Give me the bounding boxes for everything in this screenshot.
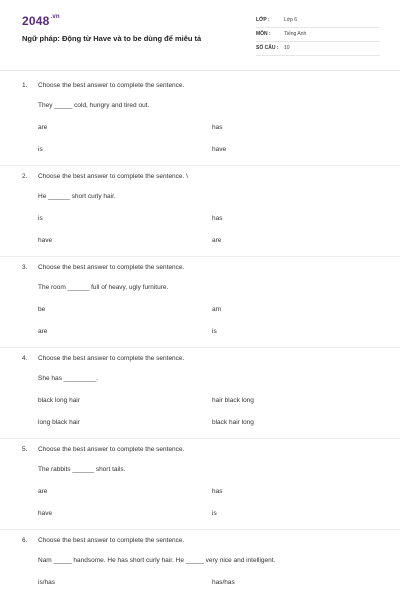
option-d[interactable]: is [212, 510, 217, 517]
option-b[interactable]: am [212, 306, 222, 313]
question-number: 5. [22, 446, 28, 453]
meta-value: Lớp 6 [284, 17, 298, 23]
question-prompt: Choose the best answer to complete the sentence. [38, 264, 185, 271]
question-number: 2. [22, 173, 28, 180]
option-d[interactable]: are [212, 237, 222, 244]
question-prompt: Choose the best answer to complete the sentence. [38, 446, 185, 453]
option-b[interactable]: has [212, 488, 223, 495]
question-sentence: He ______ short curly hair. [38, 193, 116, 200]
question-prompt: Choose the best answer to complete the sentence. [38, 82, 185, 89]
option-c[interactable]: is [38, 146, 43, 153]
question-sentence: They _____ cold, hungry and tired out. [38, 102, 150, 109]
logo-suffix: .vn [50, 14, 60, 20]
question-prompt: Choose the best answer to complete the sentence. \ [38, 173, 188, 180]
worksheet-title: Ngữ pháp: Động từ Have và to be dùng để miêu tả [22, 34, 202, 43]
option-a[interactable]: are [38, 488, 48, 495]
option-a[interactable]: is/has [38, 579, 55, 586]
question-divider [0, 529, 400, 530]
question-divider [0, 256, 400, 257]
question-prompt: Choose the best answer to complete the sentence. [38, 537, 185, 544]
question-number: 6. [22, 537, 28, 544]
option-d[interactable]: black hair long [212, 419, 254, 426]
option-b[interactable]: has/has [212, 579, 235, 586]
logo-text: 2048 [22, 14, 50, 28]
question-number: 3. [22, 264, 28, 271]
header-divider [0, 70, 400, 71]
option-d[interactable]: is [212, 328, 217, 335]
option-c[interactable]: are [38, 328, 48, 335]
meta-label: MÔN : [256, 31, 271, 37]
meta-value: 10 [284, 45, 290, 51]
meta-value: Tiếng Anh [284, 31, 307, 37]
option-a[interactable]: is [38, 215, 43, 222]
option-b[interactable]: has [212, 124, 223, 131]
meta-label: LỚP : [256, 17, 270, 23]
question-sentence: She has _________. [38, 375, 98, 382]
option-b[interactable]: hair black long [212, 397, 254, 404]
meta-row-subject [256, 28, 380, 42]
question-number: 1. [22, 82, 28, 89]
option-d[interactable]: have [212, 146, 227, 153]
meta-row-count [256, 42, 380, 56]
option-b[interactable]: has [212, 215, 223, 222]
question-divider [0, 347, 400, 348]
option-c[interactable]: have [38, 237, 53, 244]
option-c[interactable]: long black hair [38, 419, 80, 426]
question-prompt: Choose the best answer to complete the sentence. [38, 355, 185, 362]
worksheet-header [0, 0, 400, 70]
meta-row-grade [256, 14, 380, 28]
option-a[interactable]: be [38, 306, 46, 313]
meta-label: SỐ CÂU : [256, 45, 279, 51]
question-divider [0, 165, 400, 166]
option-c[interactable]: have [38, 510, 53, 517]
logo[interactable] [22, 14, 60, 28]
question-sentence: The rabbits ______ short tails. [38, 466, 126, 473]
question-divider [0, 438, 400, 439]
question-sentence: Nam _____ handsome. He has short curly hair. He _____ very nice and intelligent. [38, 557, 276, 564]
question-number: 4. [22, 355, 28, 362]
option-a[interactable]: are [38, 124, 48, 131]
option-a[interactable]: black long hair [38, 397, 80, 404]
question-sentence: The room ______ full of heavy, ugly furniture. [38, 284, 169, 291]
